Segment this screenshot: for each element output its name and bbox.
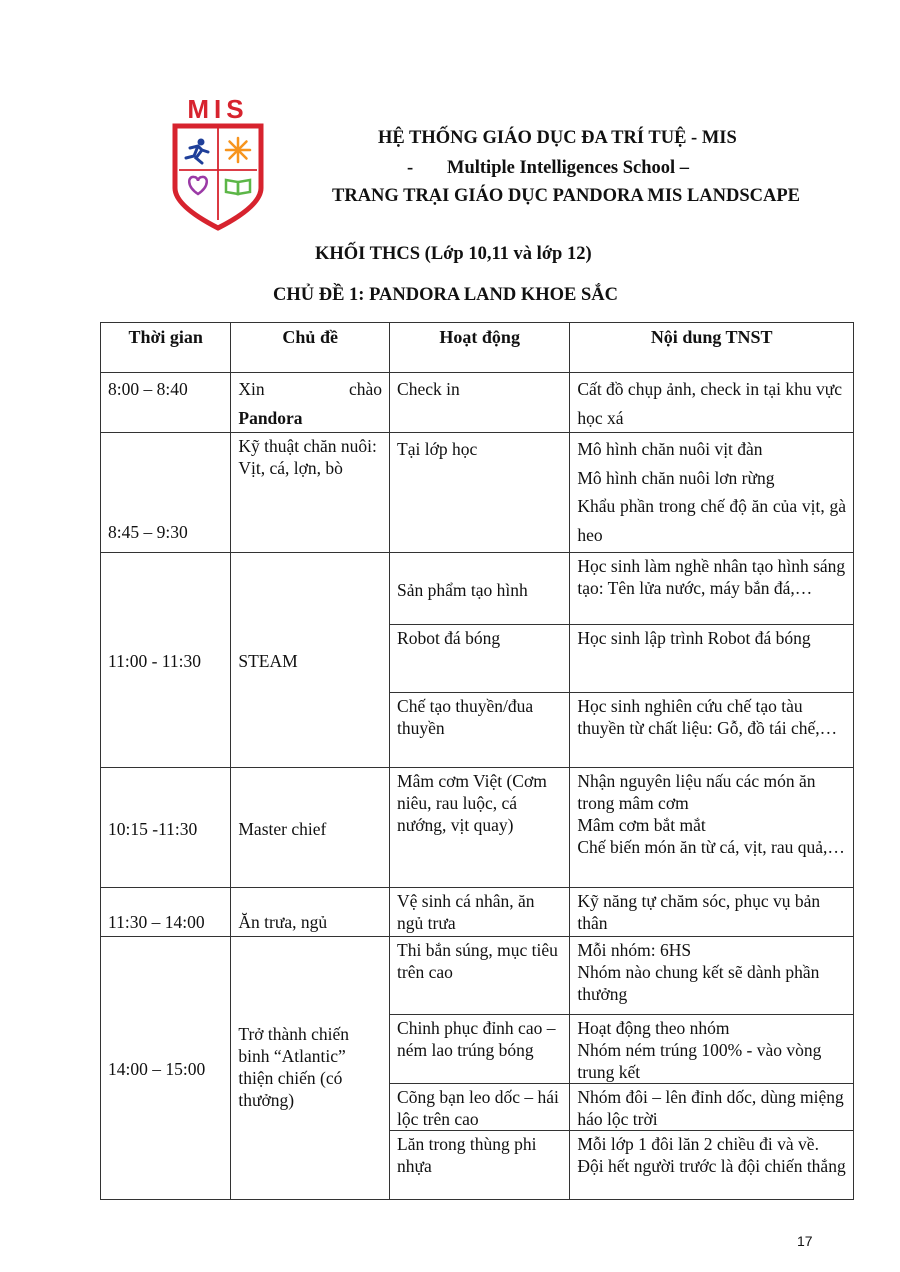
cell-activity: Lăn trong thùng phi nhựa [390, 1131, 570, 1200]
farm-title: TRANG TRẠI GIÁO DỤC PANDORA MIS LANDSCAPE [332, 186, 801, 206]
page-number: 17 [797, 1233, 813, 1249]
org-subtitle-text: Multiple Intelligences School – [447, 158, 690, 178]
running-person-icon [186, 139, 208, 164]
table-row [101, 888, 854, 937]
cell-activity: Tại lớp học [390, 433, 570, 553]
cell-topic: STEAM [231, 553, 390, 768]
cell-topic: Kỹ thuật chăn nuôi: Vịt, cá, lợn, bò [231, 433, 390, 553]
topic-word: Xin [238, 379, 265, 399]
topic-word: chào [348, 379, 383, 399]
cell-content [570, 768, 854, 888]
cell-content: Học sinh làm nghề nhân tạo hình sáng tạo: Tên lửa nước, máy bắn đá,… [570, 553, 854, 625]
table-row [101, 553, 854, 625]
cell-activity: Chế tạo thuyền/đua thuyền [390, 693, 570, 768]
heart-icon [189, 177, 207, 194]
topic-bold: Pandora [238, 407, 303, 428]
cell-content: Nhóm đôi – lên đỉnh dốc, dùng miệng háo lộc trời [570, 1084, 854, 1131]
header-activity: Hoạt động [390, 323, 570, 373]
cell-content: Mỗi lớp 1 đôi lăn 2 chiều đi và về. Đội hết người trước là đội chiến thắng [570, 1131, 854, 1200]
cell-content [570, 433, 854, 553]
mis-logo [168, 96, 268, 232]
cell-content [570, 1015, 854, 1084]
cell-activity: Mâm cơm Việt (Cơm niêu, rau luộc, cá nướng, vịt quay) [390, 768, 570, 888]
cell-time: 14:00 – 15:00 [101, 937, 231, 1200]
content-line: Hoạt động theo nhóm [577, 1018, 730, 1038]
cell-content [570, 937, 854, 1015]
content-line: Nhóm ném trúng 100% - vào vòng trung kết [577, 1040, 822, 1082]
table-row [101, 373, 854, 433]
bullet-dash: - [407, 158, 414, 178]
cell-content: Học sinh lập trình Robot đá bóng [570, 625, 854, 693]
cell-activity: Vệ sinh cá nhân, ăn ngủ trưa [390, 888, 570, 937]
schedule-table [100, 322, 854, 1200]
cell-topic [231, 373, 390, 433]
org-title: HỆ THỐNG GIÁO DỤC ĐA TRÍ TUỆ - MIS [378, 128, 737, 148]
content-line: Chế biến món ăn từ cá, vịt, rau quả,… [577, 837, 845, 857]
header-time: Thời gian [101, 323, 231, 373]
table-header-row [101, 323, 854, 373]
content-line: Mỗi nhóm: 6HS [577, 940, 692, 960]
table-row [101, 937, 854, 1015]
logo-text: MIS [187, 96, 249, 124]
cell-content: Cất đồ chụp ảnh, check in tại khu vực học xá [570, 373, 854, 433]
cell-activity: Sản phẩm tạo hình [390, 553, 570, 625]
cell-content: Kỹ năng tự chăm sóc, phục vụ bản thân [570, 888, 854, 937]
cell-time: 8:00 – 8:40 [101, 373, 231, 433]
book-icon [226, 180, 250, 194]
cell-time: 11:00 - 11:30 [101, 553, 231, 768]
cell-content: Học sinh nghiên cứu chế tạo tàu thuyền từ chất liệu: Gỗ, đồ tái chế,… [570, 693, 854, 768]
cell-topic: Ăn trưa, ngủ [231, 888, 390, 937]
cell-time: 11:30 – 14:00 [101, 888, 231, 937]
cell-time: 8:45 – 9:30 [101, 433, 231, 553]
content-line: Nhận nguyên liệu nấu các món ăn trong mâm cơm [577, 771, 816, 813]
sun-icon [226, 138, 250, 162]
content-line: Mô hình chăn nuôi vịt đàn [577, 439, 763, 459]
table-row [101, 768, 854, 888]
content-line: Mâm cơm bắt mắt [577, 815, 706, 835]
cell-activity: Robot đá bóng [390, 625, 570, 693]
cell-activity: Cõng bạn leo dốc – hái lộc trên cao [390, 1084, 570, 1131]
header-content: Nội dung TNST [570, 323, 854, 373]
content-line: Mô hình chăn nuôi lơn rừng [577, 467, 775, 488]
org-subtitle [407, 158, 689, 179]
table-row [101, 433, 854, 553]
cell-time: 10:15 -11:30 [101, 768, 231, 888]
topic-line [238, 375, 382, 404]
cell-topic: Master chief [231, 768, 390, 888]
topic-title: CHỦ ĐỀ 1: PANDORA LAND KHOE SẮC [273, 285, 619, 305]
cell-topic: Trở thành chiến binh “Atlantic” thiện chiến (có thưởng) [231, 937, 390, 1200]
content-line: Nhóm nào chung kết sẽ dành phần thưởng [577, 962, 820, 1004]
cell-activity: Chinh phục đỉnh cao – ném lao trúng bóng [390, 1015, 570, 1084]
block-title: KHỐI THCS (Lớp 10,11 và lớp 12) [315, 244, 592, 264]
content-line: Khẩu phần trong chế độ ăn của vịt, gà heo [577, 496, 846, 545]
cell-activity: Check in [390, 373, 570, 433]
cell-activity: Thi bắn súng, mục tiêu trên cao [390, 937, 570, 1015]
header-topic: Chủ đề [231, 323, 390, 373]
